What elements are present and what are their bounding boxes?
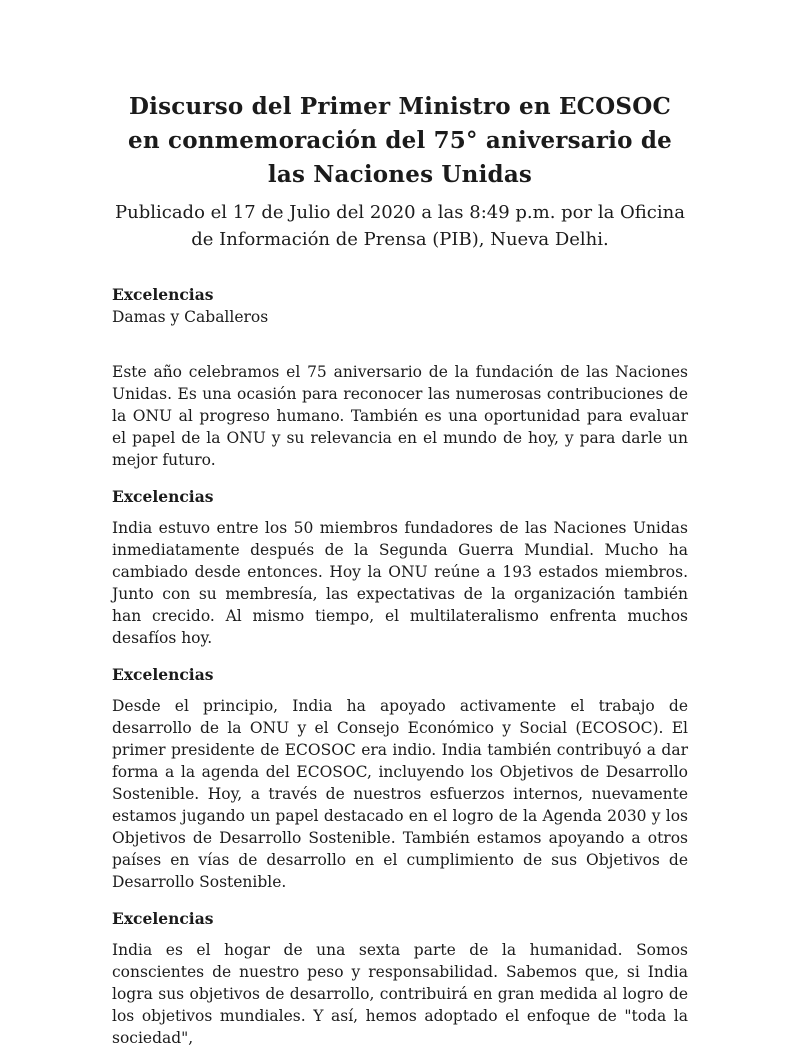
salutation-heading: Excelencias: [112, 285, 214, 304]
salutation-line: Damas y Caballeros: [112, 308, 269, 326]
body-paragraph: Este año celebramos el 75 aniversario de la fundación de las Naciones Unidas. Es una ocasión para reconocer las numerosas contribuciones de la ONU al progreso humano. También es una oportunidad para evaluar el papel de la ONU y su relevancia en el mundo de hoy, y para darle un mejor futuro.: [112, 363, 688, 469]
section-heading: Excelencias: [112, 665, 214, 684]
salutation-block: [112, 284, 688, 328]
publish-info: Publicado el 17 de Julio del 2020 a las 8:49 p.m. por la Oficina de Información de Prensa (PIB), Nueva Delhi.: [115, 202, 685, 250]
body-paragraph: Desde el principio, India ha apoyado activamente el trabajo de desarrollo de la ONU y el Consejo Económico y Social (ECOSOC). El primer presidente de ECOSOC era indio. India también contribuyó a dar forma a la agenda del ECOSOC, incluyendo los Objetivos de Desarrollo Sostenible. Hoy, a través de nuestros esfuerzos internos, nuevamente estamos jugando un papel destacado en el logro de la Agenda 2030 y los Objetivos de Desarrollo Sostenible. También estamos apoyando a otros países en vías de desarrollo en el cumplimiento de sus Objetivos de Desarrollo Sostenible.: [112, 697, 688, 891]
section-heading: Excelencias: [112, 909, 214, 928]
page-title: Discurso del Primer Ministro en ECOSOC en conmemoración del 75° aniversario de las Naciones Unidas: [128, 93, 672, 188]
body-paragraph: India es el hogar de una sexta parte de la humanidad. Somos conscientes de nuestro peso y responsabilidad. Sabemos que, si India logra sus objetivos de desarrollo, contribuirá en gran medida al logro de los objetivos mundiales. Y así, hemos adoptado el enfoque de "toda la sociedad",: [112, 941, 688, 1047]
body-paragraph: India estuvo entre los 50 miembros fundadores de las Naciones Unidas inmediatamente después de la Segunda Guerra Mundial. Mucho ha cambiado desde entonces. Hoy la ONU reúne a 193 estados miembros. Junto con su membresía, las expectativas de la organización también han crecido. Al mismo tiempo, el multilateralismo enfrenta muchos desafíos hoy.: [112, 519, 688, 647]
section-heading: Excelencias: [112, 487, 214, 506]
